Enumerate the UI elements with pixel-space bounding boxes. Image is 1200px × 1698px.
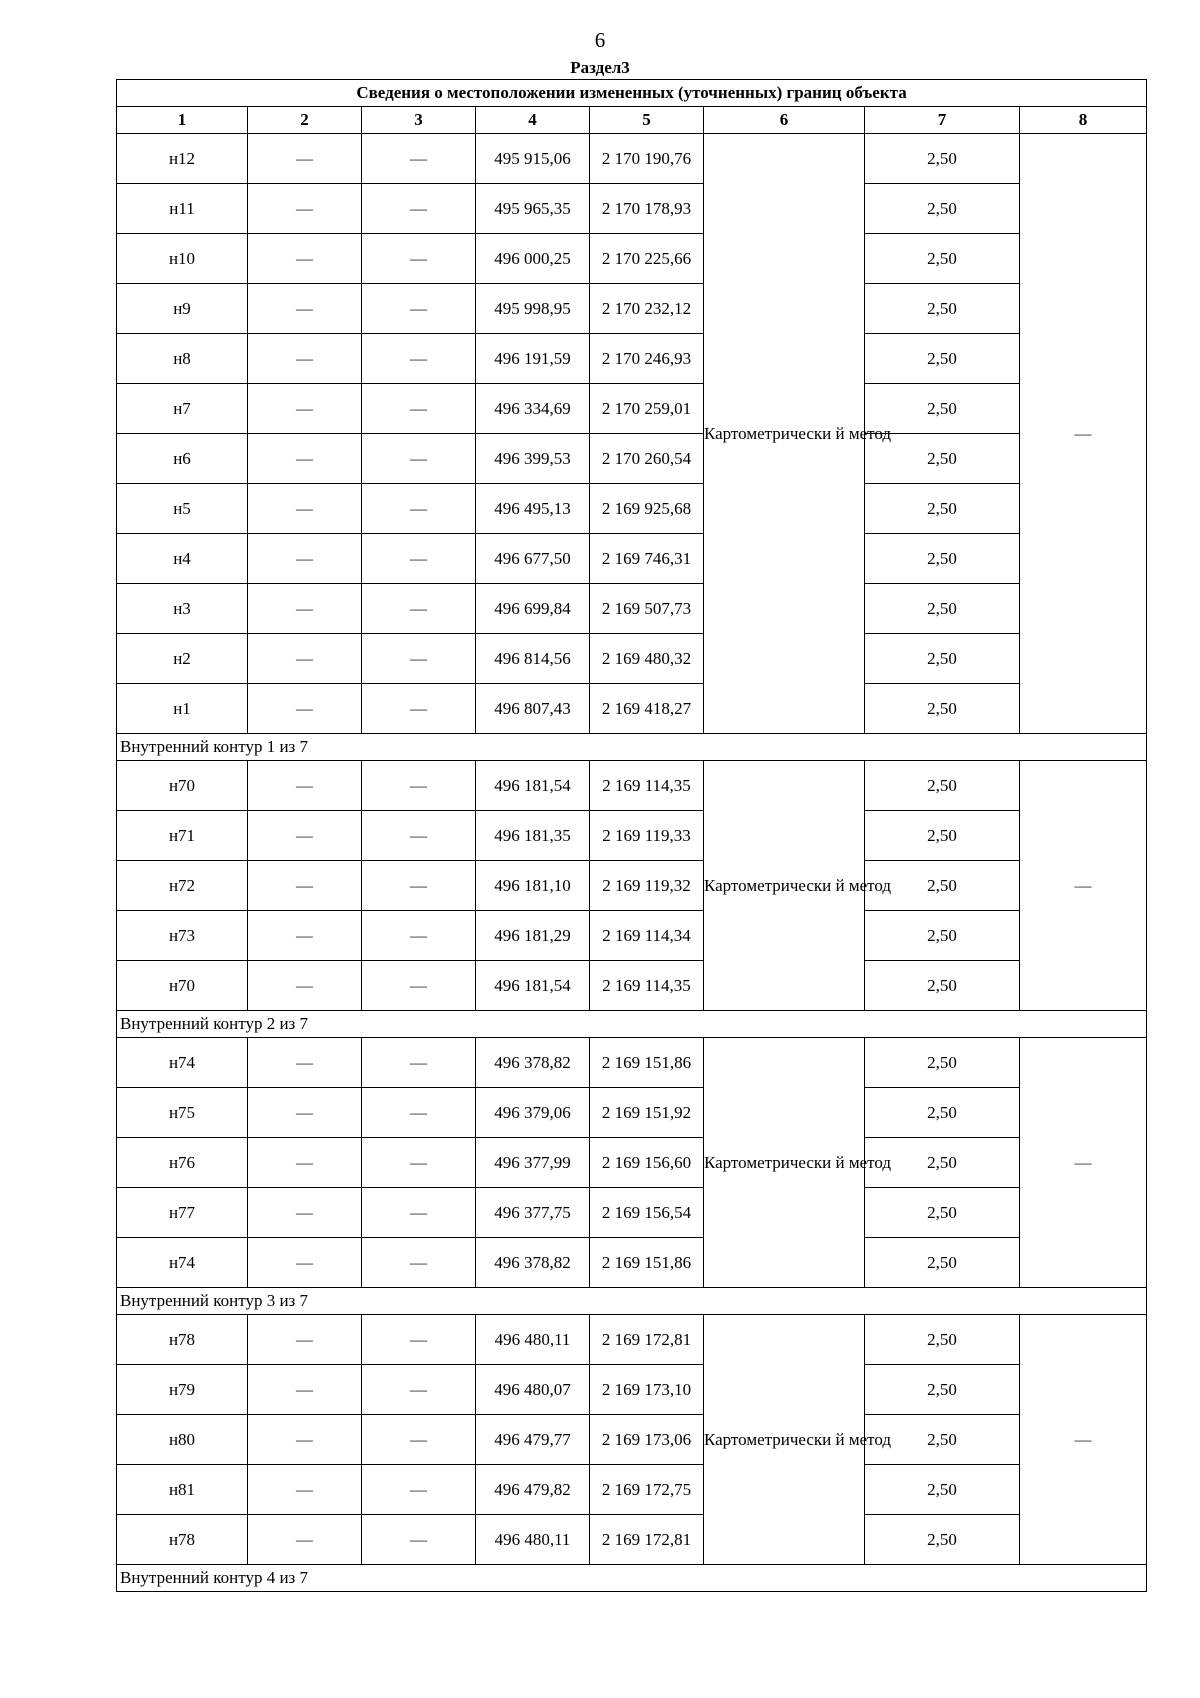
table-row xyxy=(117,911,1147,961)
table-row xyxy=(117,1315,1147,1365)
y-coordinate: 2 169 156,60 xyxy=(590,1138,704,1188)
column-2-value: — xyxy=(248,1188,362,1238)
table-caption: Сведения о местоположении измененных (уточненных) границ объекта xyxy=(117,80,1147,107)
table-row xyxy=(117,1365,1147,1415)
x-coordinate: 496 480,11 xyxy=(476,1515,590,1565)
column-2-value: — xyxy=(248,1238,362,1288)
column-2-value: — xyxy=(248,334,362,384)
column-2-value: — xyxy=(248,861,362,911)
point-name: н7 xyxy=(117,384,248,434)
y-coordinate: 2 169 151,92 xyxy=(590,1088,704,1138)
precision-value: 2,50 xyxy=(865,1038,1020,1088)
column-8-value: — xyxy=(1020,761,1147,1011)
column-8-value: — xyxy=(1020,1038,1147,1288)
y-coordinate: 2 169 114,35 xyxy=(590,761,704,811)
column-2-value: — xyxy=(248,384,362,434)
precision-value: 2,50 xyxy=(865,334,1020,384)
table-row xyxy=(117,1138,1147,1188)
table-row xyxy=(117,634,1147,684)
column-3-value: — xyxy=(362,911,476,961)
point-name: н79 xyxy=(117,1365,248,1415)
y-coordinate: 2 170 260,54 xyxy=(590,434,704,484)
precision-value: 2,50 xyxy=(865,634,1020,684)
precision-value: 2,50 xyxy=(865,1188,1020,1238)
x-coordinate: 495 965,35 xyxy=(476,184,590,234)
point-name: н78 xyxy=(117,1315,248,1365)
column-3-value: — xyxy=(362,1365,476,1415)
column-3-value: — xyxy=(362,1138,476,1188)
x-coordinate: 496 181,10 xyxy=(476,861,590,911)
section-title: Раздел3 xyxy=(570,58,630,77)
column-number-row xyxy=(117,107,1147,134)
column-number: 4 xyxy=(476,107,590,134)
column-2-value: — xyxy=(248,284,362,334)
method-cell: Картометрически й метод xyxy=(704,134,865,734)
point-name: н1 xyxy=(117,684,248,734)
y-coordinate: 2 170 190,76 xyxy=(590,134,704,184)
point-name: н70 xyxy=(117,961,248,1011)
column-2-value: — xyxy=(248,584,362,634)
point-name: н72 xyxy=(117,861,248,911)
x-coordinate: 496 807,43 xyxy=(476,684,590,734)
x-coordinate: 496 377,99 xyxy=(476,1138,590,1188)
column-2-value: — xyxy=(248,1088,362,1138)
y-coordinate: 2 169 172,75 xyxy=(590,1465,704,1515)
point-name: н71 xyxy=(117,811,248,861)
table-row xyxy=(117,811,1147,861)
column-2-value: — xyxy=(248,484,362,534)
column-3-value: — xyxy=(362,811,476,861)
column-3-value: — xyxy=(362,284,476,334)
contour-label-row xyxy=(117,1011,1147,1038)
precision-value: 2,50 xyxy=(865,1238,1020,1288)
column-2-value: — xyxy=(248,134,362,184)
table-row xyxy=(117,684,1147,734)
y-coordinate: 2 169 119,32 xyxy=(590,861,704,911)
precision-value: 2,50 xyxy=(865,1138,1020,1188)
y-coordinate: 2 169 151,86 xyxy=(590,1238,704,1288)
column-3-value: — xyxy=(362,634,476,684)
precision-value: 2,50 xyxy=(865,1088,1020,1138)
table-row xyxy=(117,584,1147,634)
y-coordinate: 2 169 114,34 xyxy=(590,911,704,961)
x-coordinate: 496 480,07 xyxy=(476,1365,590,1415)
x-coordinate: 496 479,77 xyxy=(476,1415,590,1465)
y-coordinate: 2 169 173,06 xyxy=(590,1415,704,1465)
x-coordinate: 496 181,35 xyxy=(476,811,590,861)
table-row xyxy=(117,861,1147,911)
column-3-value: — xyxy=(362,1465,476,1515)
x-coordinate: 495 998,95 xyxy=(476,284,590,334)
table-row xyxy=(117,1465,1147,1515)
column-3-value: — xyxy=(362,434,476,484)
table-row xyxy=(117,761,1147,811)
column-3-value: — xyxy=(362,534,476,584)
x-coordinate: 496 377,75 xyxy=(476,1188,590,1238)
column-3-value: — xyxy=(362,761,476,811)
column-2-value: — xyxy=(248,811,362,861)
point-name: н70 xyxy=(117,761,248,811)
precision-value: 2,50 xyxy=(865,911,1020,961)
boundary-table xyxy=(116,79,1147,1592)
x-coordinate: 496 479,82 xyxy=(476,1465,590,1515)
table-row xyxy=(117,334,1147,384)
column-3-value: — xyxy=(362,1415,476,1465)
precision-value: 2,50 xyxy=(865,1465,1020,1515)
column-2-value: — xyxy=(248,911,362,961)
method-cell: Картометрически й метод xyxy=(704,1038,865,1288)
column-3-value: — xyxy=(362,1515,476,1565)
x-coordinate: 496 181,29 xyxy=(476,911,590,961)
x-coordinate: 496 699,84 xyxy=(476,584,590,634)
page-number: 6 xyxy=(594,28,606,52)
column-number: 7 xyxy=(865,107,1020,134)
y-coordinate: 2 169 418,27 xyxy=(590,684,704,734)
column-2-value: — xyxy=(248,1365,362,1415)
column-2-value: — xyxy=(248,961,362,1011)
point-name: н74 xyxy=(117,1238,248,1288)
y-coordinate: 2 169 480,32 xyxy=(590,634,704,684)
point-name: н80 xyxy=(117,1415,248,1465)
table-row xyxy=(117,1238,1147,1288)
table-body xyxy=(117,134,1147,1592)
table-row xyxy=(117,134,1147,184)
column-2-value: — xyxy=(248,1515,362,1565)
x-coordinate: 496 480,11 xyxy=(476,1315,590,1365)
x-coordinate: 496 181,54 xyxy=(476,961,590,1011)
table-row xyxy=(117,961,1147,1011)
contour-label-row xyxy=(117,1565,1147,1592)
x-coordinate: 496 000,25 xyxy=(476,234,590,284)
precision-value: 2,50 xyxy=(865,1365,1020,1415)
x-coordinate: 496 378,82 xyxy=(476,1038,590,1088)
y-coordinate: 2 170 178,93 xyxy=(590,184,704,234)
x-coordinate: 496 181,54 xyxy=(476,761,590,811)
x-coordinate: 496 334,69 xyxy=(476,384,590,434)
point-name: н6 xyxy=(117,434,248,484)
contour-label-row xyxy=(117,734,1147,761)
x-coordinate: 495 915,06 xyxy=(476,134,590,184)
method-cell: Картометрически й метод xyxy=(704,761,865,1011)
column-3-value: — xyxy=(362,1038,476,1088)
precision-value: 2,50 xyxy=(865,1315,1020,1365)
x-coordinate: 496 379,06 xyxy=(476,1088,590,1138)
point-name: н74 xyxy=(117,1038,248,1088)
y-coordinate: 2 169 507,73 xyxy=(590,584,704,634)
x-coordinate: 496 399,53 xyxy=(476,434,590,484)
column-3-value: — xyxy=(362,384,476,434)
y-coordinate: 2 169 746,31 xyxy=(590,534,704,584)
precision-value: 2,50 xyxy=(865,234,1020,284)
y-coordinate: 2 169 173,10 xyxy=(590,1365,704,1415)
column-3-value: — xyxy=(362,334,476,384)
precision-value: 2,50 xyxy=(865,184,1020,234)
column-2-value: — xyxy=(248,184,362,234)
y-coordinate: 2 169 156,54 xyxy=(590,1188,704,1238)
point-name: н3 xyxy=(117,584,248,634)
y-coordinate: 2 169 172,81 xyxy=(590,1315,704,1365)
column-2-value: — xyxy=(248,434,362,484)
precision-value: 2,50 xyxy=(865,684,1020,734)
table-row xyxy=(117,1038,1147,1088)
column-8-value: — xyxy=(1020,134,1147,734)
point-name: н2 xyxy=(117,634,248,684)
table-row xyxy=(117,534,1147,584)
y-coordinate: 2 170 246,93 xyxy=(590,334,704,384)
x-coordinate: 496 677,50 xyxy=(476,534,590,584)
precision-value: 2,50 xyxy=(865,434,1020,484)
point-name: н75 xyxy=(117,1088,248,1138)
column-2-value: — xyxy=(248,1415,362,1465)
point-name: н4 xyxy=(117,534,248,584)
y-coordinate: 2 169 925,68 xyxy=(590,484,704,534)
column-3-value: — xyxy=(362,1315,476,1365)
column-3-value: — xyxy=(362,184,476,234)
contour-label: Внутренний контур 1 из 7 xyxy=(117,734,1147,761)
precision-value: 2,50 xyxy=(865,584,1020,634)
column-2-value: — xyxy=(248,1138,362,1188)
table-row xyxy=(117,234,1147,284)
point-name: н10 xyxy=(117,234,248,284)
column-3-value: — xyxy=(362,684,476,734)
column-number: 2 xyxy=(248,107,362,134)
y-coordinate: 2 170 232,12 xyxy=(590,284,704,334)
table-row xyxy=(117,484,1147,534)
y-coordinate: 2 170 225,66 xyxy=(590,234,704,284)
point-name: н78 xyxy=(117,1515,248,1565)
column-2-value: — xyxy=(248,1038,362,1088)
column-number: 8 xyxy=(1020,107,1147,134)
precision-value: 2,50 xyxy=(865,811,1020,861)
table-row xyxy=(117,284,1147,334)
x-coordinate: 496 191,59 xyxy=(476,334,590,384)
precision-value: 2,50 xyxy=(865,1415,1020,1465)
column-2-value: — xyxy=(248,234,362,284)
point-name: н77 xyxy=(117,1188,248,1238)
precision-value: 2,50 xyxy=(865,284,1020,334)
x-coordinate: 496 378,82 xyxy=(476,1238,590,1288)
column-3-value: — xyxy=(362,861,476,911)
table-row xyxy=(117,1088,1147,1138)
column-3-value: — xyxy=(362,961,476,1011)
column-2-value: — xyxy=(248,634,362,684)
contour-label: Внутренний контур 2 из 7 xyxy=(117,1011,1147,1038)
column-2-value: — xyxy=(248,761,362,811)
precision-value: 2,50 xyxy=(865,484,1020,534)
y-coordinate: 2 169 151,86 xyxy=(590,1038,704,1088)
contour-label: Внутренний контур 4 из 7 xyxy=(117,1565,1147,1592)
precision-value: 2,50 xyxy=(865,1515,1020,1565)
point-name: н5 xyxy=(117,484,248,534)
method-cell: Картометрически й метод xyxy=(704,1315,865,1565)
table-row xyxy=(117,1415,1147,1465)
precision-value: 2,50 xyxy=(865,384,1020,434)
y-coordinate: 2 169 172,81 xyxy=(590,1515,704,1565)
point-name: н12 xyxy=(117,134,248,184)
column-3-value: — xyxy=(362,1188,476,1238)
y-coordinate: 2 169 119,33 xyxy=(590,811,704,861)
x-coordinate: 496 814,56 xyxy=(476,634,590,684)
column-3-value: — xyxy=(362,484,476,534)
precision-value: 2,50 xyxy=(865,761,1020,811)
table-row xyxy=(117,1188,1147,1238)
x-coordinate: 496 495,13 xyxy=(476,484,590,534)
precision-value: 2,50 xyxy=(865,861,1020,911)
column-3-value: — xyxy=(362,1088,476,1138)
table-row xyxy=(117,434,1147,484)
column-3-value: — xyxy=(362,134,476,184)
contour-label-row xyxy=(117,1288,1147,1315)
point-name: н73 xyxy=(117,911,248,961)
precision-value: 2,50 xyxy=(865,534,1020,584)
column-number: 6 xyxy=(704,107,865,134)
y-coordinate: 2 169 114,35 xyxy=(590,961,704,1011)
contour-label: Внутренний контур 3 из 7 xyxy=(117,1288,1147,1315)
column-number: 5 xyxy=(590,107,704,134)
point-name: н81 xyxy=(117,1465,248,1515)
column-2-value: — xyxy=(248,1315,362,1365)
table-caption-row xyxy=(117,80,1147,107)
point-name: н9 xyxy=(117,284,248,334)
precision-value: 2,50 xyxy=(865,961,1020,1011)
column-3-value: — xyxy=(362,584,476,634)
table-row xyxy=(117,184,1147,234)
column-3-value: — xyxy=(362,234,476,284)
point-name: н76 xyxy=(117,1138,248,1188)
table-row xyxy=(117,384,1147,434)
column-2-value: — xyxy=(248,684,362,734)
point-name: н8 xyxy=(117,334,248,384)
column-number: 3 xyxy=(362,107,476,134)
y-coordinate: 2 170 259,01 xyxy=(590,384,704,434)
column-2-value: — xyxy=(248,1465,362,1515)
column-3-value: — xyxy=(362,1238,476,1288)
precision-value: 2,50 xyxy=(865,134,1020,184)
column-2-value: — xyxy=(248,534,362,584)
column-number: 1 xyxy=(117,107,248,134)
column-8-value: — xyxy=(1020,1315,1147,1565)
table-row xyxy=(117,1515,1147,1565)
point-name: н11 xyxy=(117,184,248,234)
